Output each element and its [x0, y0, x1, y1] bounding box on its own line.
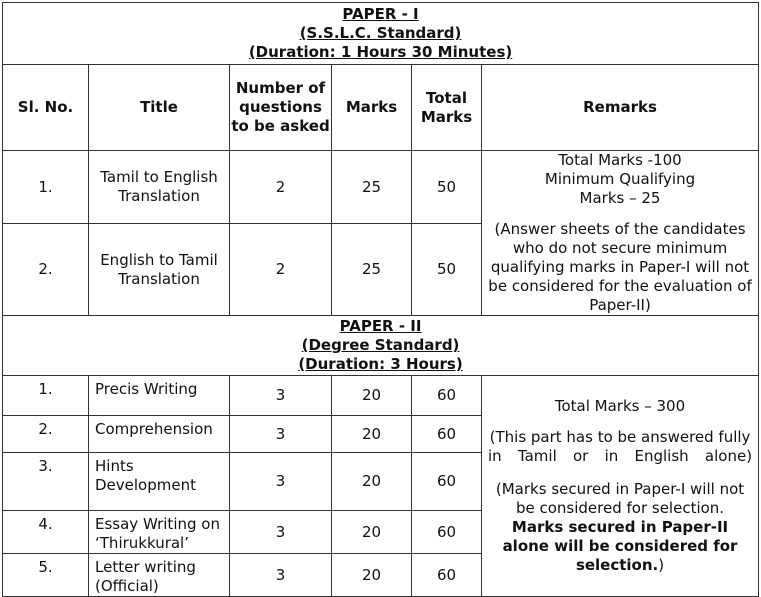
questions: 2 [230, 224, 332, 316]
paper2-total: Total Marks – 300 [554, 397, 686, 415]
paper1-standard: (S.S.L.C. Standard) [299, 24, 462, 42]
paper2-title: PAPER - II [339, 317, 422, 335]
col-title: Title [89, 65, 230, 151]
title: English to Tamil Translation [89, 224, 230, 316]
total-marks: 60 [412, 511, 482, 554]
paper1-duration: (Duration: 1 Hours 30 Minutes) [248, 43, 513, 61]
col-questions: Number of questions to be asked [230, 65, 332, 151]
col-total-marks: Total Marks [412, 65, 482, 151]
sl-no: 4. [3, 511, 89, 554]
paper1-title: PAPER - I [342, 5, 419, 23]
total-marks: 60 [412, 453, 482, 511]
paper1-header [3, 3, 759, 65]
title: Comprehension [89, 416, 230, 453]
total-marks: 50 [412, 224, 482, 316]
table-row [3, 376, 759, 416]
marks: 20 [332, 416, 412, 453]
col-sl-no: Sl. No. [3, 65, 89, 151]
total-marks: 60 [412, 554, 482, 597]
questions: 3 [230, 554, 332, 597]
title: Tamil to English Translation [89, 151, 230, 224]
questions: 2 [230, 151, 332, 224]
sl-no: 3. [3, 453, 89, 511]
paper2-note3: Marks secured in Paper-II alone will be considered for selection. [502, 518, 738, 574]
paper2-note1: (This part has to be answered fully in Tamil or in English alone) [488, 428, 753, 465]
title: Hints Development [89, 453, 230, 511]
paper2-header [3, 316, 759, 376]
paper2-remarks [482, 376, 759, 597]
total-marks: 60 [412, 376, 482, 416]
sl-no: 2. [3, 224, 89, 316]
questions: 3 [230, 376, 332, 416]
paper1-total: Total Marks -100 [558, 151, 682, 169]
total-marks: 60 [412, 416, 482, 453]
questions: 3 [230, 511, 332, 554]
marks: 20 [332, 511, 412, 554]
marks: 20 [332, 554, 412, 597]
total-marks: 50 [412, 151, 482, 224]
sl-no: 1. [3, 376, 89, 416]
table-row [3, 151, 759, 224]
title: Letter writing (Official) [89, 554, 230, 597]
paper2-note2: (Marks secured in Paper-I will not be considered for selection. [495, 480, 745, 517]
sl-no: 5. [3, 554, 89, 597]
paper2-note3-end: ) [658, 556, 665, 574]
col-marks: Marks [332, 65, 412, 151]
paper2-standard: (Degree Standard) [301, 336, 460, 354]
paper1-minimum: Minimum Qualifying [544, 170, 696, 188]
paper2-notes [488, 480, 752, 575]
marks: 20 [332, 453, 412, 511]
paper1-remarks [482, 151, 759, 316]
col-remarks: Remarks [482, 65, 759, 151]
marks: 25 [332, 224, 412, 316]
paper1-note: (Answer sheets of the candidates who do not secure minimum qualifying marks in Paper-I will not be considered for the evaluation of Paper-II) [488, 220, 752, 314]
exam-scheme-table [2, 2, 759, 597]
paper2-duration: (Duration: 3 Hours) [298, 355, 463, 373]
sl-no: 2. [3, 416, 89, 453]
sl-no: 1. [3, 151, 89, 224]
marks: 25 [332, 151, 412, 224]
marks: 20 [332, 376, 412, 416]
title: Essay Writing on ‘Thirukkural’ [89, 511, 230, 554]
paper1-minimum-marks: Marks – 25 [579, 189, 661, 207]
questions: 3 [230, 453, 332, 511]
questions: 3 [230, 416, 332, 453]
title: Precis Writing [89, 376, 230, 416]
